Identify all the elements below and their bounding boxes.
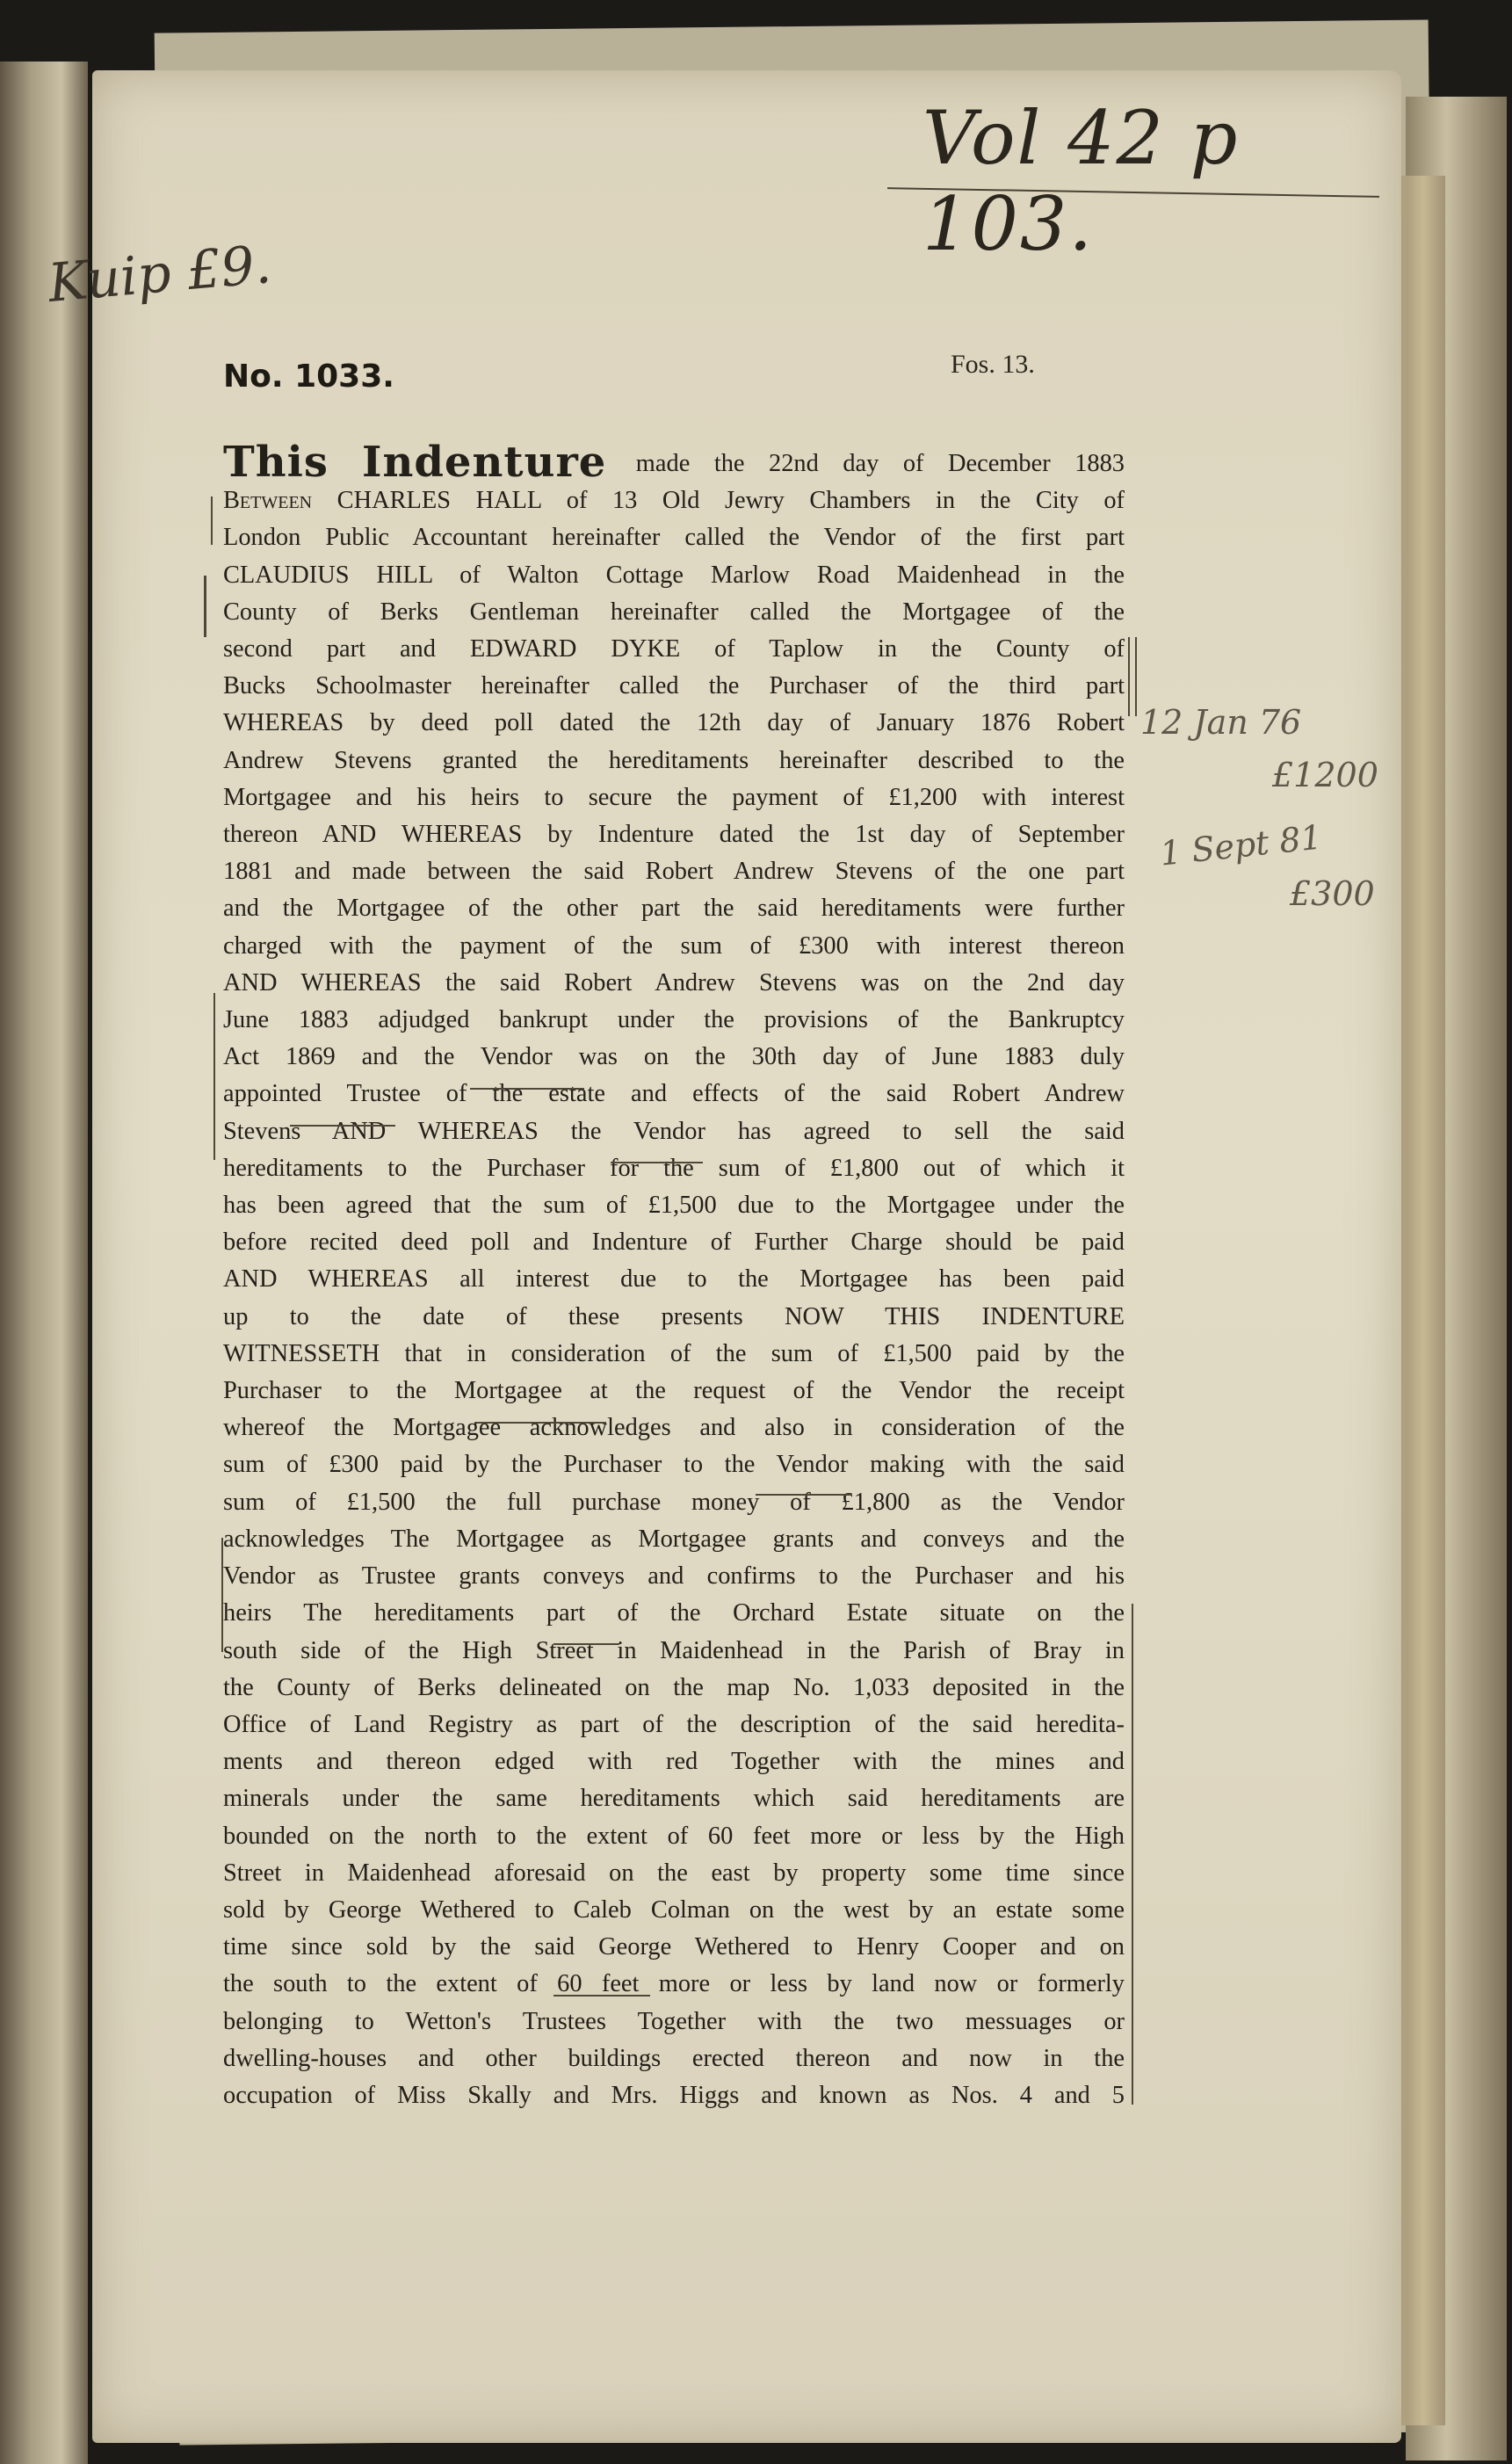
pencil-underline [290, 1125, 395, 1127]
deed-line: bounded on the north to the extent of 60 feet more or less by the High [223, 1822, 1125, 1850]
deed-line: Street in Maidenhead aforesaid on the east by property some time since [223, 1859, 1125, 1887]
document-number: No. 1033. [223, 359, 394, 395]
deed-line: charged with the payment of the sum of £300 with interest thereon [223, 931, 1125, 960]
pencil-mark [1132, 1604, 1133, 2105]
deed-line: Vendor as Trustee grants conveys and confirms to the Purchaser and his [223, 1562, 1125, 1591]
margin-note-date-1: 12 Jan 76 [1140, 703, 1302, 742]
deed-line: June 1883 adjudged bankrupt under the provisions of the Bankruptcy [223, 1006, 1125, 1034]
deed-line: thereon AND WHEREAS by Indenture dated the 1st day of September [223, 821, 1125, 849]
pencil-mark [1135, 637, 1137, 716]
deed-line: Andrew Stevens granted the hereditaments hereinafter described to the [223, 746, 1125, 774]
deed-line: CLAUDIUS HILL of Walton Cottage Marlow Road Maidenhead in the [223, 561, 1125, 589]
deed-line: south side of the High Street in Maidenhead in the Parish of Bray in [223, 1636, 1125, 1664]
deed-line: heirs The hereditaments part of the Orchard Estate situate on the [223, 1599, 1125, 1627]
page-binding-strip [1401, 176, 1445, 2425]
deed-line: sum of £300 paid by the Purchaser to the Vendor making with the said [223, 1451, 1125, 1479]
deed-line: ments and thereon edged with red Together with the mines and [223, 1748, 1125, 1776]
deed-line: Act 1869 and the Vendor was on the 30th day of June 1883 duly [223, 1043, 1125, 1071]
pencil-mark [221, 1538, 223, 1652]
volume-reference-note: Vol 42 p 103. [922, 95, 1240, 267]
pencil-mark [204, 576, 206, 637]
deed-line: sold by George Wethered to Caleb Colman on the west by an estate some [223, 1895, 1125, 1924]
deed-line: appointed Trustee of the estate and effects of the said Robert Andrew [223, 1080, 1125, 1108]
deed-line-2: Between CHARLES HALL of 13 Old Jewry Chambers in the City of [223, 487, 1125, 515]
deed-line: Stevens AND WHEREAS the Vendor has agreed to sell the said [223, 1117, 1125, 1145]
deed-line: belonging to Wetton's Trustees Together with the two messuages or [223, 2007, 1125, 2035]
margin-note-amount-1: £1200 [1272, 756, 1378, 794]
deed-line: County of Berks Gentleman hereinafter called the Mortgagee of the [223, 598, 1125, 626]
pencil-underline [470, 1088, 584, 1090]
deed-line: up to the date of these presents NOW THIS INDENTURE [223, 1302, 1125, 1330]
margin-note-date-2: 1 Sept 81 [1158, 817, 1324, 873]
deed-line: hereditaments to the Purchaser for the sum of £1,800 out of which it [223, 1154, 1125, 1182]
deed-line: WHEREAS by deed poll dated the 12th day of January 1876 Robert [223, 709, 1125, 737]
deed-line: before recited deed poll and Indenture of Further Charge should be paid [223, 1228, 1125, 1257]
folio-count: Fos. 13. [951, 350, 1035, 379]
deed-line: London Public Accountant hereinafter called the Vendor of the first part [223, 524, 1125, 552]
deed-line: the County of Berks delineated on the map No. 1,033 deposited in the [223, 1673, 1125, 1701]
deed-line: and the Mortgagee of the other part the said hereditaments were further [223, 895, 1125, 923]
deed-line: AND WHEREAS the said Robert Andrew Stevens was on the 2nd day [223, 968, 1125, 996]
pencil-mark [1128, 637, 1130, 716]
margin-note-amount-2: £300 [1290, 874, 1375, 913]
blackletter-opening: This Indenture [223, 438, 607, 487]
deed-line: the south to the extent of 60 feet more or less by land now or formerly [223, 1970, 1125, 1998]
deed-line: has been agreed that the sum of £1,500 due to the Mortgagee under the [223, 1192, 1125, 1220]
between-word: Between [223, 487, 313, 515]
deed-line: Mortgagee and his heirs to secure the payment of £1,200 with interest [223, 783, 1125, 811]
deed-line: second part and EDWARD DYKE of Taplow in the County of [223, 635, 1125, 663]
pencil-underline [756, 1494, 852, 1496]
facing-page-edge [0, 62, 88, 2464]
deed-line: sum of £1,500 the full purchase money of £1,800 as the Vendor [223, 1488, 1125, 1516]
deed-line: Office of Land Registry as part of the description of the said heredita- [223, 1710, 1125, 1738]
pencil-mark [211, 496, 213, 545]
pencil-underline [553, 1995, 650, 1997]
deed-line: WITNESSETH that in consideration of the sum of £1,500 paid by the [223, 1339, 1125, 1367]
pencil-underline [611, 1162, 703, 1163]
pencil-underline [474, 1422, 606, 1424]
deed-line: acknowledges The Mortgagee as Mortgagee grants and conveys and the [223, 1525, 1125, 1553]
deed-line: 1881 and made between the said Robert Andrew Stevens of the one part [223, 858, 1125, 886]
deed-line: occupation of Miss Skally and Mrs. Higgs and known as Nos. 4 and 5 [223, 2081, 1125, 2109]
deed-line: AND WHEREAS all interest due to the Mortgagee has been paid [223, 1265, 1125, 1294]
pencil-mark [213, 993, 215, 1160]
deed-line: time since sold by the said George Wethered to Henry Cooper and on [223, 1933, 1125, 1961]
deed-line: dwelling-houses and other buildings erected thereon and now in the [223, 2044, 1125, 2072]
deed-line: minerals under the same hereditaments which said hereditaments are [223, 1785, 1125, 1813]
deed-body [223, 438, 1125, 2114]
deed-line: whereof the Mortgagee acknowledges and also in consideration of the [223, 1414, 1125, 1442]
deed-line: Bucks Schoolmaster hereinafter called the Purchaser of the third part [223, 672, 1125, 700]
deed-line-1: This Indenture made the 22nd day of December 1883 [223, 438, 1125, 487]
deed-line: Purchaser to the Mortgagee at the request of the Vendor the receipt [223, 1377, 1125, 1405]
handwritten-fee-note: Kuip £9. [46, 234, 274, 315]
pencil-underline [553, 1643, 619, 1645]
